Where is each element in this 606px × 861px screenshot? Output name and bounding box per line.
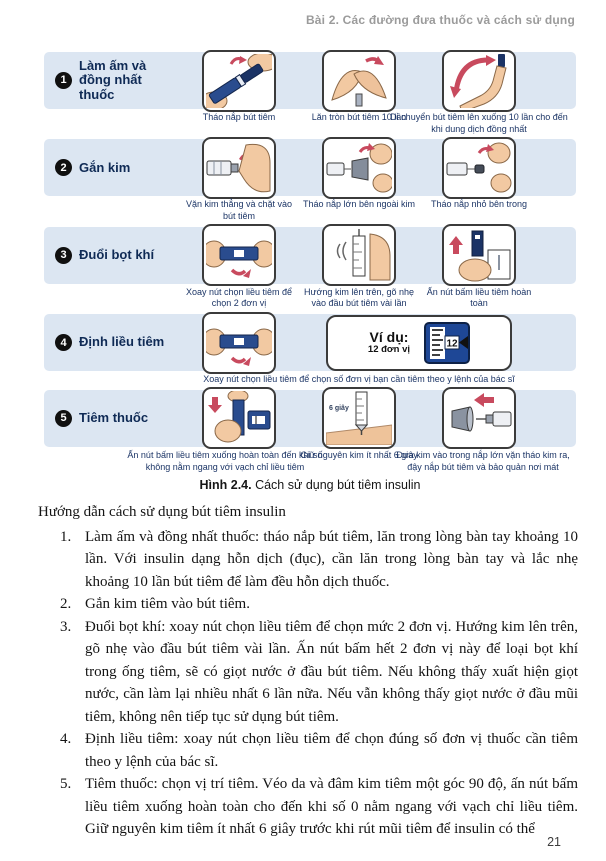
hold-duration-label: 6 giây: [329, 405, 349, 413]
running-header: Bài 2. Các đường đưa thuốc và cách sử dụng: [305, 13, 575, 27]
illustration-remove-pen-cap: [202, 50, 276, 112]
illustration-caption: Lăn tròn bút tiêm 10 lần: [311, 112, 407, 122]
step-5-label: [44, 410, 179, 427]
step-1-captions: [179, 112, 568, 135]
dose-dial-icon: [424, 322, 470, 364]
illustration-caption: Giữ nguyên kim ít nhất 6 giây: [300, 449, 418, 460]
step-title: Gắn kim: [79, 159, 131, 175]
illustration-remove-inner-cap: [442, 137, 516, 199]
step-3: [44, 227, 576, 310]
list-text: Đuổi bọt khí: xoay nút chọn liều tiêm để chọn mức 2 đơn vị. Hướng kim lên trên, gõ nhẹ vào đầu bút tiêm vài lần. Ấn nút bấm hết 2 đơn vị này để loại bọt khí trong ống tiêm, sẽ có giọt nước ở đầu bút tiêm. Nếu không thấy xuất hiện giọt nước, cần làm lại nhiều nhất 6 lần nữa. Nếu vẫn không thấy giọt nước ở đầu mũi tiêm, không nên tiếp tục sử dụng bút tiêm.: [85, 618, 578, 725]
step-5-captions: [127, 449, 570, 473]
step-5: [44, 390, 576, 473]
illustration-remove-outer-cap: [322, 137, 396, 199]
turn-dose-selector-icon: [206, 228, 272, 282]
step-3-band: [44, 227, 576, 284]
dose-example-box: [326, 315, 512, 371]
step-2-label: [44, 159, 179, 176]
tap-pen-icon: [326, 228, 392, 282]
list-text: Định liều tiêm: xoay nút chọn liều tiêm để chọn đúng số đơn vị thuốc cần tiêm theo y lệnh của bác sĩ.: [85, 731, 578, 770]
list-item: [38, 773, 578, 841]
step-number-badge: 3: [55, 247, 72, 264]
illustration-caption: Ấn nút bấm liều tiêm hoàn toàn: [426, 286, 532, 309]
illustration-caption: Xoay nút chọn liều tiêm để chọn số đơn vị bạn cần tiêm theo y lệnh của bác sĩ: [203, 374, 515, 385]
list-text: Làm ấm và đồng nhất thuốc: tháo nắp bút tiêm, lăn trong lòng bàn tay khoảng 10 lần. Với insulin dạng hỗn dịch (đục), cần lăn trong lòng bàn tay và lắc nhẹ khoảng 10 lần bút tiêm để làm đều hỗn dịch thuốc.: [85, 528, 578, 590]
illustration-hold-six-seconds: [322, 387, 396, 449]
illustration-attach-needle: [202, 137, 276, 199]
figure-caption: [44, 478, 576, 492]
illustration-caption: Vặn kim thẳng và chặt vào bút tiêm: [185, 199, 293, 222]
example-label: Ví dụ:: [369, 328, 409, 345]
hold-needle-icon: [326, 391, 392, 445]
step-1: [44, 52, 576, 135]
list-text: Tiêm thuốc: chọn vị trí tiêm. Véo da và đâm kim tiêm một góc 90 độ, ấn nút bấm liều tiêm xuống hoàn toàn cho đến khi số 0 nằm ngang với vạch chỉ liều tiêm. Giữ nguyên kim tiêm ít nhất 6 giây trước khi rút mũi tiêm để insulin có thể: [85, 776, 578, 837]
recap-needle-icon: [446, 391, 512, 445]
figure-caption-text: Cách sử dụng bút tiêm insulin: [255, 478, 421, 493]
list-number: 1.: [60, 528, 72, 545]
step-3-illustrations: [179, 224, 539, 286]
step-4-illustrations: [179, 312, 539, 374]
step-1-illustrations: [179, 50, 539, 112]
step-5-illustrations: [179, 387, 539, 449]
step-4-band: [44, 314, 576, 371]
step-1-band: [44, 52, 576, 109]
remove-inner-cap-icon: [446, 141, 512, 195]
step-title: Tiêm thuốc: [79, 410, 149, 426]
remove-cap-icon: [206, 54, 272, 108]
illustration-caption: Tháo nắp nhỏ bên trong: [430, 199, 528, 210]
list-item: [38, 728, 578, 773]
illustration-caption: Ấn nút bấm liều tiêm xuống hoàn toàn đến khi số không nằm ngang với vạch chỉ liều tiêm: [127, 449, 323, 472]
list-number: 4.: [60, 731, 72, 747]
step-4-label: [44, 334, 179, 351]
step-2: [44, 139, 576, 222]
illustration-caption: Di chuyển bút tiêm lên xuống 10 lần cho đến khi dung dịch đồng nhất: [390, 112, 568, 134]
step-1-label: [44, 59, 179, 103]
illustration-move-pen-up-down: [442, 50, 516, 112]
illustration-press-button-fully: [442, 224, 516, 286]
move-up-down-icon: [446, 54, 512, 108]
step-4-captions: [179, 374, 539, 386]
step-number-badge: 2: [55, 159, 72, 176]
body-intro: Hướng dẫn cách sử dụng bút tiêm insulin: [38, 504, 286, 520]
step-3-captions: [179, 287, 539, 310]
remove-outer-cap-icon: [326, 141, 392, 195]
illustration-caption: Xoay nút chọn liều tiêm để chọn 2 đơn vị: [185, 286, 293, 309]
inject-press-icon: [206, 391, 272, 445]
list-item: [38, 526, 578, 594]
step-number-badge: 5: [55, 410, 72, 427]
dial-value: 12: [446, 338, 458, 350]
step-2-band: [44, 139, 576, 196]
illustration-caption: Đưa kim vào trong nắp lớn vặn tháo kim ra, đậy nắp bút tiêm và bảo quản nơi mát: [396, 449, 570, 472]
illustration-caption: Tháo nắp bút tiêm: [202, 112, 276, 122]
list-item: [38, 593, 578, 616]
illustration-roll-pen-in-palms: [322, 50, 396, 112]
list-number: 5.: [60, 776, 72, 792]
step-4: [44, 314, 576, 386]
step-title: Làm ấm và đồng nhất thuốc: [79, 57, 147, 102]
press-dose-button-icon: [446, 228, 512, 282]
figure-caption-label: Hình 2.4.: [199, 478, 252, 493]
page-number: 21: [547, 835, 561, 849]
step-title: Định liều tiêm: [79, 334, 165, 350]
illustration-caption: Hướng kim lên trên, gõ nhẹ vào đầu bút tiêm vài lần: [304, 286, 414, 309]
step-5-band: [44, 390, 576, 447]
step-number-badge: 4: [55, 334, 72, 351]
figure-insulin-pen-instructions: [44, 52, 576, 492]
attach-needle-icon: [206, 141, 272, 195]
turn-dose-selector-icon: [206, 316, 272, 370]
illustration-dial-two-units: [202, 224, 276, 286]
illustration-caption: Tháo nắp lớn bên ngoài kim: [303, 199, 415, 210]
example-sublabel: 12 đơn vị: [367, 344, 411, 356]
body-text: [38, 501, 578, 841]
roll-pen-icon: [326, 54, 392, 108]
illustration-inject-press-down: [202, 387, 276, 449]
list-text: Gắn kim tiêm vào bút tiêm.: [85, 596, 250, 612]
step-title: Đuổi bọt khí: [79, 246, 155, 262]
step-2-captions: [179, 199, 539, 222]
list-item: [38, 616, 578, 729]
list-number: 2.: [60, 596, 72, 612]
step-number-badge: 1: [55, 72, 72, 89]
step-2-illustrations: [179, 137, 539, 199]
step-3-label: [44, 247, 179, 264]
list-number: 3.: [60, 618, 72, 635]
illustration-dial-dose: [202, 312, 276, 374]
illustration-recap-remove-needle: [442, 387, 516, 449]
illustration-tap-pen: [322, 224, 396, 286]
